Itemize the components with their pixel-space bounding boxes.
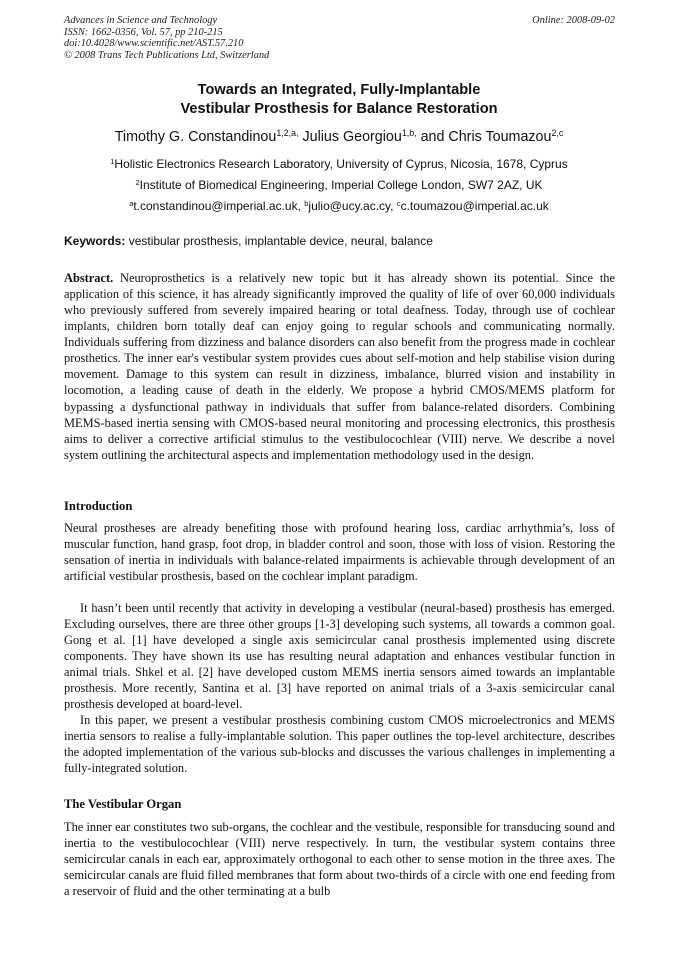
abstract-label: Abstract. [64, 271, 114, 285]
affiliation-1: $^1$Holistic Electronics Research Laboratory, University of Cyprus, Nicosia, 1678, Cyprus [110, 156, 568, 171]
keywords-label: Keywords: [64, 234, 126, 248]
affiliation-2: $^2$Institute of Biomedical Engineering, Imperial College London, SW7 2AZ, UK [135, 177, 543, 192]
journal-doi: doi:10.4028/www.scientific.net/AST.57.210 [64, 38, 244, 50]
author-affiliation-marker: 1,b, [401, 128, 417, 139]
title-line-2: Vestibular Prosthesis for Balance Restoration [180, 101, 498, 118]
email-link[interactable]: t.constandinou@imperial.ac.uk, [133, 199, 305, 213]
journal-name: Advances in Science and Technology [64, 15, 218, 26]
email-link[interactable]: julio@ucy.ac.cy, [308, 199, 397, 213]
keywords-text: vestibular prosthesis, implantable device, neural, balance [125, 234, 433, 248]
author-name: Timothy G. Constandinou [114, 129, 277, 145]
intro-paragraph-3: In this paper, we present a vestibular prosthesis combining custom CMOS microelectronics and MEMS inertia sensors to realise a fully-implantable solution. This paper outlines the top-level architecture, describes the adopted implementation of the various sub-blocks and discusses the various challenges in implementing a fully-integrated solution. [64, 713, 615, 776]
author-affiliation-marker: 1,2,a, [276, 128, 299, 139]
title-line-1: Towards an Integrated, Fully-Implantable [197, 82, 481, 98]
author-affiliation-marker: 2,c [551, 128, 564, 139]
paper-title [0, 81, 678, 120]
author-name: Julius Georgiou [302, 129, 402, 145]
keywords [64, 234, 615, 249]
author-list [0, 128, 678, 146]
vestibular-paragraph-1: The inner ear constitutes two sub-organs, the cochlear and the vestibule, responsible for transducing sound and inertia to the vestibulocochlear (VIII) nerve respectively. In turn, the vestibular system contains three semicircular canals in each ear, approximately orthogonal to each other to sense motion in the three axes. The semicircular canals are fluid filled membranes that form about two-thirds of a circle with one end feeding from a reservoir of fluid and the other terminating at a bulb [64, 820, 615, 899]
journal-issn: ISSN: 1662-0356, Vol. 57, pp 210-215 [64, 26, 223, 38]
abstract [64, 270, 615, 463]
intro-paragraph-1: Neural prostheses are already benefiting those with profound hearing loss, cardiac arrhythmia’s, loss of muscular function, hand grasp, foot drop, in bladder control and soon, those with loss of vision. Restoring the sensation of inertia in individuals with balance-related impairments is achievable through development of an artificial vestibular prosthesis, based on the cochlear implant paradigm. [64, 521, 615, 584]
author-emails: $^a$t.constandinou@imperial.ac.uk, $^b$julio@ucy.ac.cy, $^c$c.toumazou@imperial.ac.uk [129, 198, 549, 213]
section-heading-vestibular-organ: The Vestibular Organ [64, 797, 182, 811]
section-heading-introduction: Introduction [64, 499, 133, 513]
journal-header [64, 15, 615, 61]
email-link[interactable]: c.toumazou@imperial.ac.uk [400, 199, 549, 213]
journal-copyright: © 2008 Trans Tech Publications Ltd, Switzerland [64, 49, 270, 61]
intro-paragraph-2: It hasn’t been until recently that activity in developing a vestibular (neural-based) prosthesis has emerged. Excluding ourselves, there are three other groups [1-3] developing such systems, all towards a common goal. Gong et al. [1] have developed a single axis semicircular canal prosthesis implemented using discrete components. They have shown its use has resulting neural adaptation and enhances vestibular function in animal trials. Shkel et al. [2] have developed custom MEMS inertia sensors aimed towards an implantable prosthesis. More recently, Santina et al. [3] have reported on animal trials of a 3-axis semicircular canal prosthesis developed at board-level. [64, 601, 615, 712]
author-name: and Chris Toumazou [420, 129, 552, 145]
online-date: Online: 2008-09-02 [532, 15, 615, 26]
abstract-text: Neuroprosthetics is a relatively new topic but it has already shown its potential. Since the application of this science, it has already significantly improved the quality of life of over 60,000 individuals who previously suffered from severely impaired hearing or total deafness. Today, through use of cochlear implants, children born totally deaf can enjoy going to regular schools and communicating normally. Individuals suffering from dizziness and balance disorders can also benefit from the progress made in cochlear prosthetics. The inner ear's vestibular system provides cues about self-motion and help stabilise vision during movement. Damage to this system can result in dizziness, imbalance, blurred vision and instability in locomotion, a leading cause of death in the elderly. We propose a hybrid CMOS/MEMS platform for bypassing a dysfunctional pathway in individuals that suffer from balance-related disorders. Combining MEMS-based inertia sensing with CMOS-based neural monitoring and processing electronics, this prosthesis aims to deliver a corrective artificial stimulus to the vestibulocochlear (VIII) nerve. We describe a novel system outlining the architectural aspects and implementation methodology used in the design. [64, 271, 615, 462]
